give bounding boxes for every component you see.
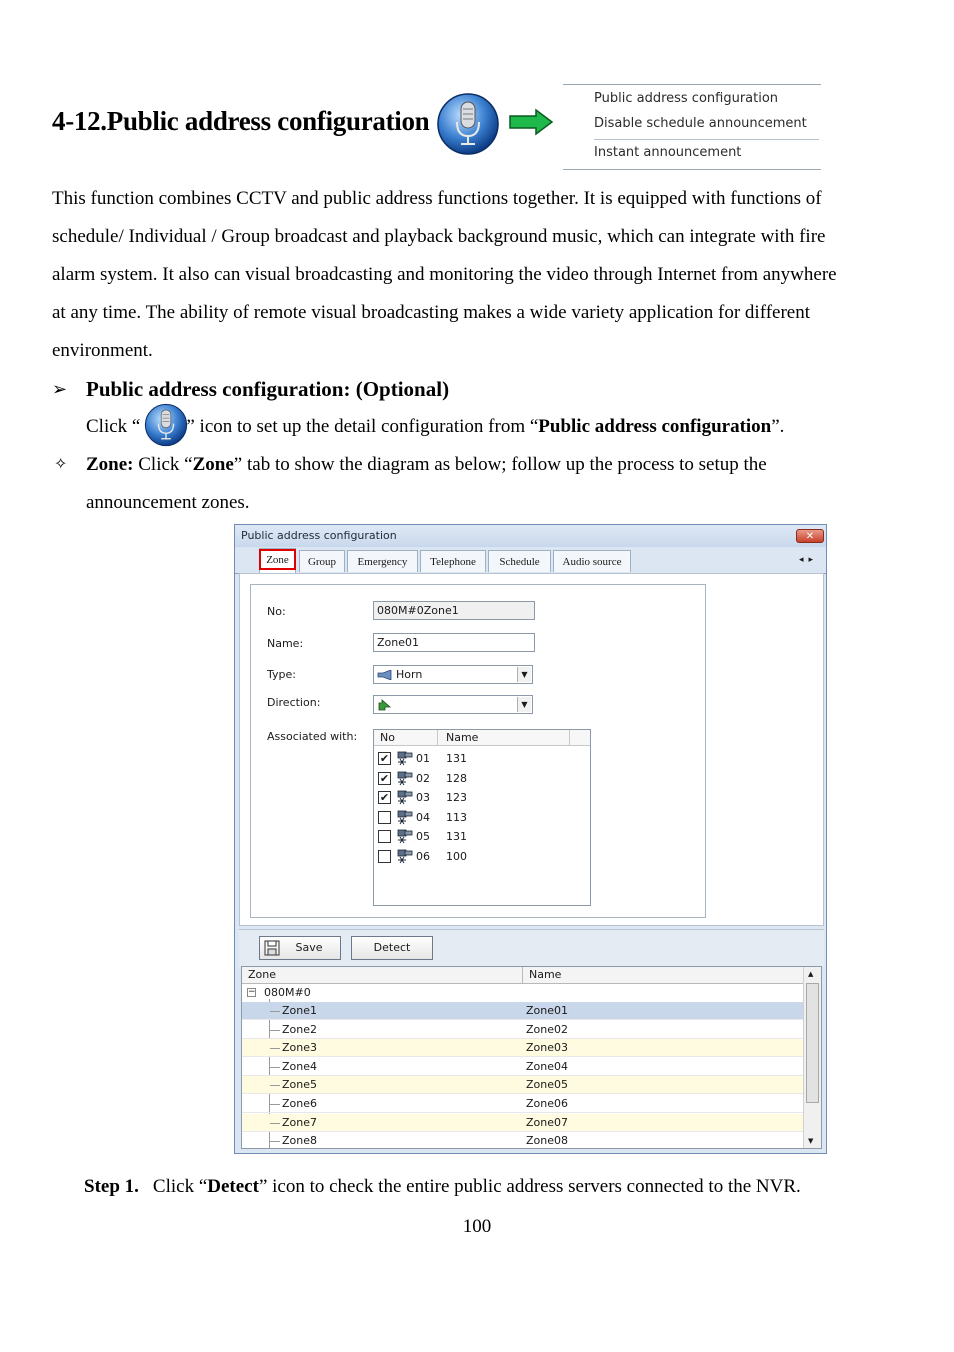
tab-emergency[interactable]: Emergency [347,550,418,572]
tree-root-row[interactable] [242,984,805,1002]
intro-line-4: at any time. The ability of remote visual broadcasting makes a wide variety application for different [52,302,810,323]
menu-divider [594,139,819,140]
context-menu [563,84,821,170]
menu-item-instant-announcement[interactable]: Instant announcement [594,145,742,160]
tree-branch [270,1067,280,1068]
tab-zone[interactable]: Zone [259,548,296,573]
camera-icon [396,789,414,805]
click-bold: Public address configuration [538,416,772,437]
type-value: Horn [396,668,423,681]
bullet-star: ✧ [54,456,68,473]
zone-text-2: ” tab to show the diagram as below; follow up the process to setup the [233,454,767,475]
microphone-icon [436,92,500,156]
table-row[interactable] [242,1132,805,1149]
label-direction: Direction: [267,696,321,709]
dialog-titlebar [235,525,826,547]
click-mid: ” icon to set up the detail configuration from “ [186,416,539,437]
tree-branch [270,1048,280,1049]
row-checkbox[interactable]: ✔ [379,791,390,805]
zone-instruction-line-2: announcement zones. [86,492,250,513]
assoc-col-name[interactable]: Name [446,731,479,744]
step-pre: Click “ [152,1176,208,1197]
assoc-row[interactable] [378,848,578,866]
heading-number: 4-12. [52,106,107,136]
name-cell: Zone04 [526,1059,569,1073]
step-1 [84,1168,801,1206]
table-row[interactable] [242,1076,805,1094]
step-post: ” icon to check the entire public address servers connected to the NVR. [258,1176,801,1197]
camera-icon [396,770,414,786]
assoc-col-no[interactable]: No [380,731,395,744]
tree-branch [270,1123,280,1124]
zone-cell: Zone1 [282,1004,318,1017]
grid-header [242,967,805,984]
pa-config-dialog [234,524,827,1154]
save-button[interactable] [259,936,341,960]
detect-button[interactable]: Detect [351,936,433,960]
horn-icon [377,670,393,680]
zone-cell: Zone2 [282,1022,318,1036]
camera-icon [396,828,414,844]
assoc-name: 131 [446,830,467,844]
zone-cell: Zone8 [282,1134,318,1148]
tree-branch [270,1141,280,1142]
assoc-no: 04 [416,810,430,824]
name-cell: Zone08 [526,1134,569,1148]
associated-camera-list [373,729,591,906]
assoc-row[interactable] [378,750,578,768]
tab-scroll-arrows[interactable]: ◂▸ [798,555,818,565]
assoc-no: 01 [416,752,430,765]
assoc-no: 02 [416,771,430,785]
zone-cell: Zone5 [282,1078,318,1092]
direction-select[interactable] [373,695,533,714]
save-label: Save [295,941,323,954]
row-checkbox[interactable]: ✔ [379,771,390,785]
row-checkbox[interactable] [378,850,391,863]
type-select[interactable] [373,665,533,684]
name-field[interactable]: Zone01 [373,633,535,652]
zone-cell: Zone6 [282,1097,318,1110]
menu-item-public-address[interactable]: Public address configuration [594,91,779,106]
zone-tab-highlight [259,549,296,570]
click-end: ”. [771,416,785,437]
zone-form-panel [239,573,824,926]
zone-label: Zone: [86,454,134,475]
zone-settings-group [250,584,706,918]
name-cell: Zone05 [526,1078,569,1092]
section-heading [52,106,429,137]
name-cell: Zone06 [526,1097,569,1110]
arrow-right-icon [508,108,554,136]
table-row[interactable] [242,1039,805,1057]
tab-telephone[interactable]: Telephone [420,550,486,572]
step-bold: Detect [207,1176,259,1197]
assoc-row[interactable] [378,789,578,807]
assoc-no: 03 [416,791,430,805]
zone-bold: Zone [192,454,234,475]
assoc-name: 128 [446,771,467,785]
scroll-down-icon[interactable]: ▼ [808,1137,814,1145]
menu-item-disable-schedule[interactable]: Disable schedule announcement [594,116,807,131]
assoc-list-header [374,730,590,746]
page-number: 100 [462,1216,492,1237]
name-cell: Zone01 [526,1004,569,1017]
table-row[interactable] [242,1002,805,1020]
heading-title: Public address configuration [106,106,430,136]
section-title: Public address configuration: (Optional) [86,377,450,401]
name-cell: Zone07 [526,1115,569,1129]
tree-root-label: 080M#0 [264,986,311,999]
table-row[interactable] [242,1095,805,1113]
assoc-name: 131 [446,752,467,765]
zone-cell: Zone4 [282,1059,318,1073]
tab-audio-source[interactable]: Audio source [553,550,631,572]
assoc-name: 123 [446,791,467,805]
tree-branch [270,1011,280,1012]
assoc-row[interactable] [378,809,578,827]
camera-icon [396,750,414,766]
camera-icon [396,809,414,825]
intro-line-2: schedule/ Individual / Group broadcast and playback background music, which can integrate with fire [52,226,826,247]
grid-col-name[interactable]: Name [529,968,562,981]
row-checkbox[interactable] [378,811,391,824]
step-label: Step 1. [84,1176,139,1197]
tab-schedule[interactable]: Schedule [488,550,551,572]
microphone-icon [144,403,188,447]
close-button[interactable]: ✕ [796,529,824,543]
assoc-name: 113 [446,810,467,824]
zone-grid [241,966,822,1149]
direction-arrow-icon [378,699,392,711]
chevron-down-icon[interactable]: ▼ [517,697,531,712]
action-bar [239,929,824,966]
tree-branch [270,1085,280,1086]
grid-col-zone[interactable]: Zone [248,968,277,981]
scroll-thumb[interactable] [806,983,819,1103]
label-no: No: [267,605,286,618]
collapse-icon[interactable]: − [248,987,256,997]
name-cell: Zone03 [526,1041,569,1055]
assoc-name: 100 [446,850,467,863]
tree-branch [270,1030,280,1031]
label-name: Name: [267,637,304,650]
tree-branch [270,1104,280,1105]
table-row[interactable] [242,1058,805,1076]
chevron-down-icon[interactable]: ▼ [517,667,531,682]
tab-group[interactable]: Group [299,550,345,572]
assoc-no: 06 [416,850,430,863]
grid-scrollbar[interactable] [803,967,821,1148]
assoc-row[interactable] [378,828,578,846]
label-associated: Associated with: [267,730,358,743]
no-field[interactable]: 080M#0Zone1 [373,601,535,620]
table-row[interactable] [242,1114,805,1132]
row-checkbox[interactable]: ✔ [379,752,390,765]
click-instruction [86,408,784,446]
bullet-arrow: ➢ [52,379,68,399]
camera-icon [396,848,414,864]
zone-text-1: Click “ [133,454,193,475]
intro-line-3: alarm system. It also can visual broadcasting and monitoring the video through Internet from anywhere [52,264,837,285]
assoc-no: 05 [416,830,430,844]
save-icon [264,940,280,956]
tab-bar [235,547,826,574]
click-pre: Click “ [86,416,141,437]
row-checkbox[interactable] [378,830,391,843]
zone-cell: Zone7 [282,1115,318,1129]
table-row[interactable] [242,1021,805,1039]
zone-instruction [86,446,767,484]
dialog-title: Public address configuration [241,529,397,542]
assoc-row[interactable] [378,770,578,788]
scroll-up-icon[interactable]: ▲ [808,970,814,978]
label-type: Type: [267,668,296,681]
intro-line-5: environment. [52,340,153,361]
zone-cell: Zone3 [282,1041,318,1055]
intro-line-1: This function combines CCTV and public address functions together. It is equipped with functions of [52,188,822,209]
name-cell: Zone02 [526,1022,569,1036]
